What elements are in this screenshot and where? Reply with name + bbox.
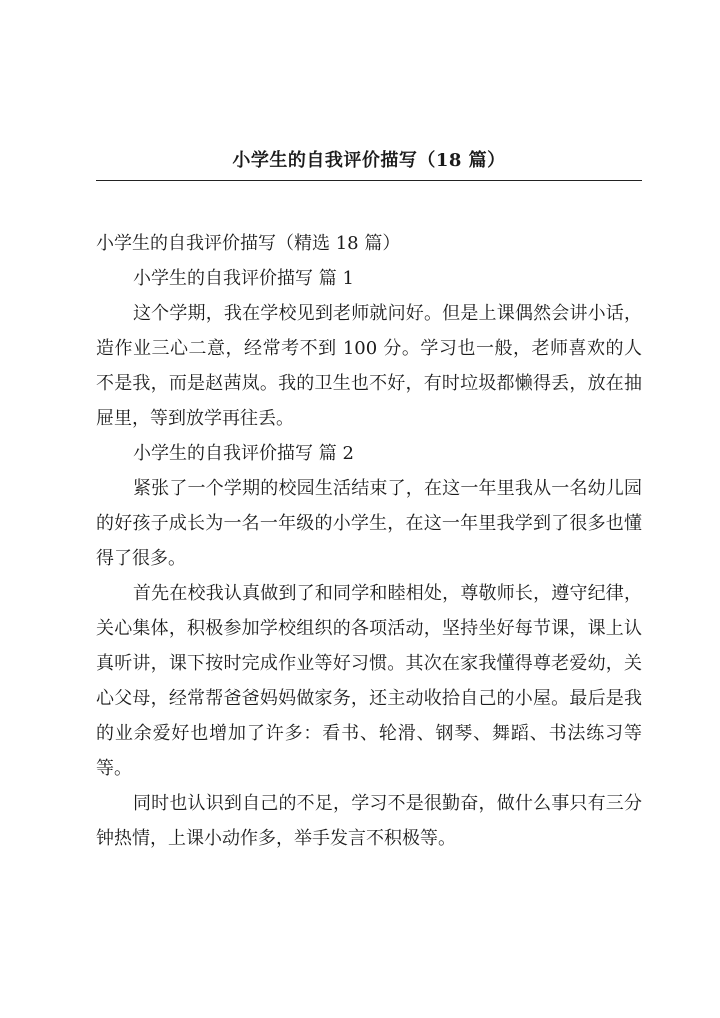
section-heading: 小学生的自我评价描写 篇 2 — [133, 443, 354, 464]
paragraph: 紧张了一个学期的校园生活结束了，在这一年里我从一名幼儿园的好孩子成长为一名一年级的小学生，在这一年里我学到了很多也懂得了很多。 — [96, 478, 642, 569]
section-heading: 小学生的自我评价描写 篇 1 — [133, 268, 354, 289]
paragraph: 同时也认识到自己的不足，学习不是很勤奋，做什么事只有三分钟热情，上课小动作多，举手发言不积极等。 — [96, 793, 642, 849]
title-divider — [96, 180, 642, 181]
document-title: 小学生的自我评价描写（18 篇） — [232, 150, 506, 171]
paragraph: 这个学期，我在学校见到老师就问好。但是上课偶然会讲小话，造作业三心二意，经常考不到 100 分。学习也一般，老师喜欢的人不是我，而是赵茜岚。我的卫生也不好，有时垃圾都懒得丢，放在抽屉里，等到放学再往丢。 — [96, 303, 642, 429]
paragraph: 首先在校我认真做到了和同学和睦相处，尊敬师长，遵守纪律，关心集体，积极参加学校组织的各项活动，坚持坐好每节课，课上认真听讲，课下按时完成作业等好习惯。其次在家我懂得尊老爱幼，关心父母，经常帮爸爸妈妈做家务，还主动收拾自己的小屋。最后是我的业余爱好也增加了许多：看书、轮滑、钢琴、舞蹈、书法练习等等。 — [96, 583, 642, 779]
document-subtitle: 小学生的自我评价描写（精选 18 篇） — [96, 233, 401, 254]
document-body — [96, 226, 642, 856]
